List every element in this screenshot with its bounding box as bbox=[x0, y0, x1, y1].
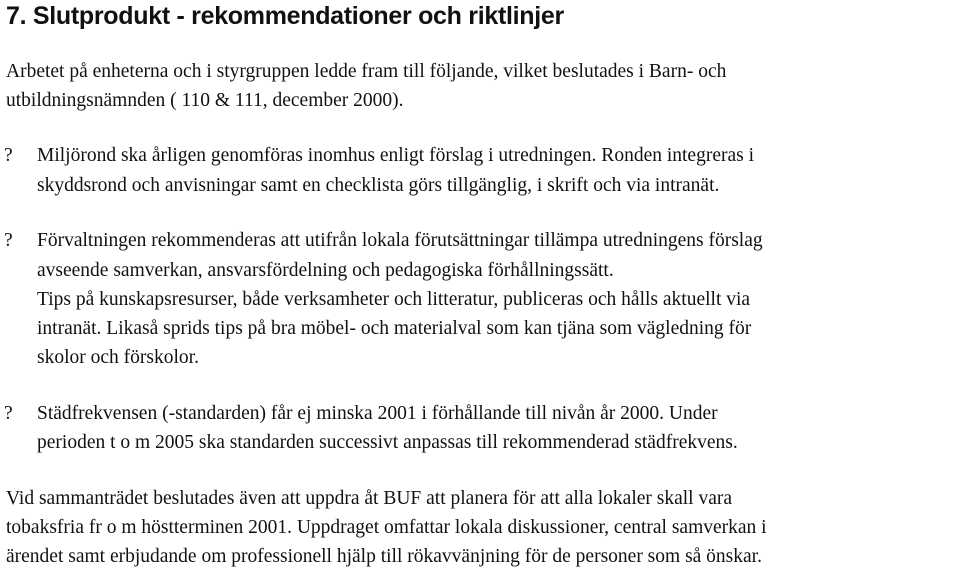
list-item-line: Tips på kunskapsresurser, både verksamheter och litteratur, publiceras och hålls aktuellt via bbox=[37, 289, 751, 310]
intro-line: utbildningsnämnden ( 110 & 111, december 2000). bbox=[6, 90, 404, 111]
list-item-line: intranät. Likaså sprids tips på bra möbel- och materialval som kan tjäna som vägledning för bbox=[37, 318, 752, 339]
list-item-line: Förvaltningen rekommenderas att utifrån lokala förutsättningar tillämpa utredningens förslag bbox=[37, 230, 763, 251]
list-item-line: skyddsrond och anvisningar samt en checklista görs tillgänglig, i skrift och via intranät. bbox=[37, 175, 720, 196]
list-item-line: Miljörond ska årligen genomföras inomhus enligt förslag i utredningen. Ronden integreras i bbox=[37, 145, 755, 166]
bullet-marker: ? bbox=[4, 230, 13, 251]
list-item-line: perioden t o m 2005 ska standarden successivt anpassas till rekommenderad städfrekvens. bbox=[37, 432, 738, 453]
closing-line: ärendet samt erbjudande om professionell hjälp till rökavvänjning för de personer som så önskar. bbox=[6, 546, 762, 567]
list-item-line: Städfrekvensen (-standarden) får ej minska 2001 i förhållande till nivån år 2000. Under bbox=[37, 403, 718, 424]
intro-line: Arbetet på enheterna och i styrgruppen ledde fram till följande, vilket beslutades i Barn- och bbox=[6, 61, 727, 82]
section-heading: 7. Slutprodukt - rekommendationer och riktlinjer bbox=[6, 2, 564, 30]
list-item-line: avseende samverkan, ansvarsfördelning och pedagogiska förhållningssätt. bbox=[37, 260, 614, 281]
bullet-marker: ? bbox=[4, 403, 13, 424]
list-item-line: skolor och förskolor. bbox=[37, 347, 199, 368]
closing-line: tobaksfria fr o m höstterminen 2001. Uppdraget omfattar lokala diskussioner, central samverkan i bbox=[6, 517, 767, 538]
closing-line: Vid sammanträdet beslutades även att uppdra åt BUF att planera för att alla lokaler skall vara bbox=[6, 488, 733, 509]
bullet-marker: ? bbox=[4, 145, 13, 166]
